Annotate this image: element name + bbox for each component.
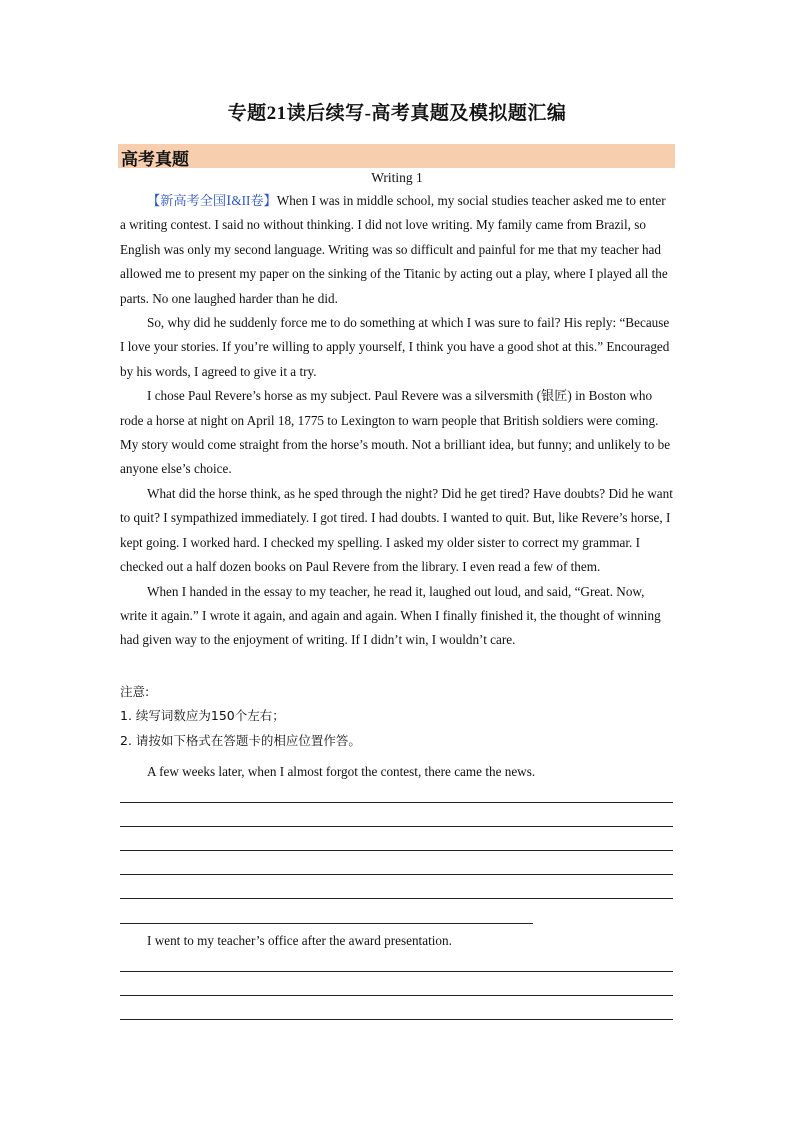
answer-line: [120, 898, 673, 899]
answer-line: [120, 923, 533, 924]
passage-paragraph-1: [120, 189, 674, 311]
passage-paragraph-5: When I handed in the essay to my teacher, he read it, laughed out loud, and said, “Great. Now, write it again.” I wrote it again, and again and again. When I finally finished it, the thought of winning had given way to the enjoyment of writing. If I didn’t win, I wouldn’t care.: [120, 583, 661, 648]
note-item-1: 1. 续写词数应为150个左右；: [120, 708, 285, 724]
answer-line: [120, 995, 673, 996]
passage-paragraph-3: I chose Paul Revere’s horse as my subject. Paul Revere was a silversmith (银匠) in Boston who rode a horse at night on April 18, 1775 to Lexington to warn people that British soldiers were coming. My story would come straight from the horse’s mouth. Not a brilliant idea, but funny; and unlikely to be anyone else’s choice.: [120, 388, 671, 477]
passage-paragraph-4: What did the horse think, as he sped through the night? Did he get tired? Have doubts? Did he want to quit? I sympathized immediately. I got tired. I had doubts. I wanted to quit. But, like Revere’s horse, I kept going. I worked hard. I checked my spelling. I asked my older sister to correct my grammar. I checked out a half dozen books on Paul Revere from the library. I even read a few of them.: [120, 485, 673, 575]
note-item-2: 2. 请按如下格式在答题卡的相应位置作答。: [120, 732, 361, 748]
answer-line: [120, 971, 673, 972]
source-tag: 【新高考全国Ⅰ&II卷】: [147, 193, 277, 208]
continuation-prompt-1: A few weeks later, when I almost forgot the contest, there came the news.: [147, 764, 536, 779]
section-label: 高考真题: [121, 150, 189, 169]
section-header-bar: [118, 144, 675, 168]
notes-heading: 注意:: [120, 684, 150, 699]
answer-line: [120, 826, 673, 827]
answer-line: [120, 802, 673, 803]
continuation-prompt-2: I went to my teacher’s office after the award presentation.: [147, 933, 452, 948]
passage-paragraph-2: So, why did he suddenly force me to do something at which I was sure to fail? His reply: “Because I love your stories. If you’re willing to apply yourself, I think you have a good shot at this.” Encouraged by his words, I agreed to give it a try.: [120, 315, 670, 379]
passage: [120, 189, 674, 653]
answer-line: [120, 850, 673, 851]
writing-heading: Writing 1: [371, 170, 423, 185]
answer-line: [120, 1019, 673, 1020]
paragraph-text: When I was in middle school, my social studies teacher asked me to enter a writing contest. I said no without thinking. I did not love writing. My family came from Brazil, so English was only my second language. Writing was so difficult and painful for me that my teacher had allowed me to present my paper on the sinking of the Titanic by acting out a play, where I played all the parts. No one laughed harder than he did.: [120, 193, 668, 306]
answer-line: [120, 874, 673, 875]
notes-block: [120, 680, 361, 753]
document-title: 专题21读后续写-高考真题及模拟题汇编: [227, 103, 567, 124]
